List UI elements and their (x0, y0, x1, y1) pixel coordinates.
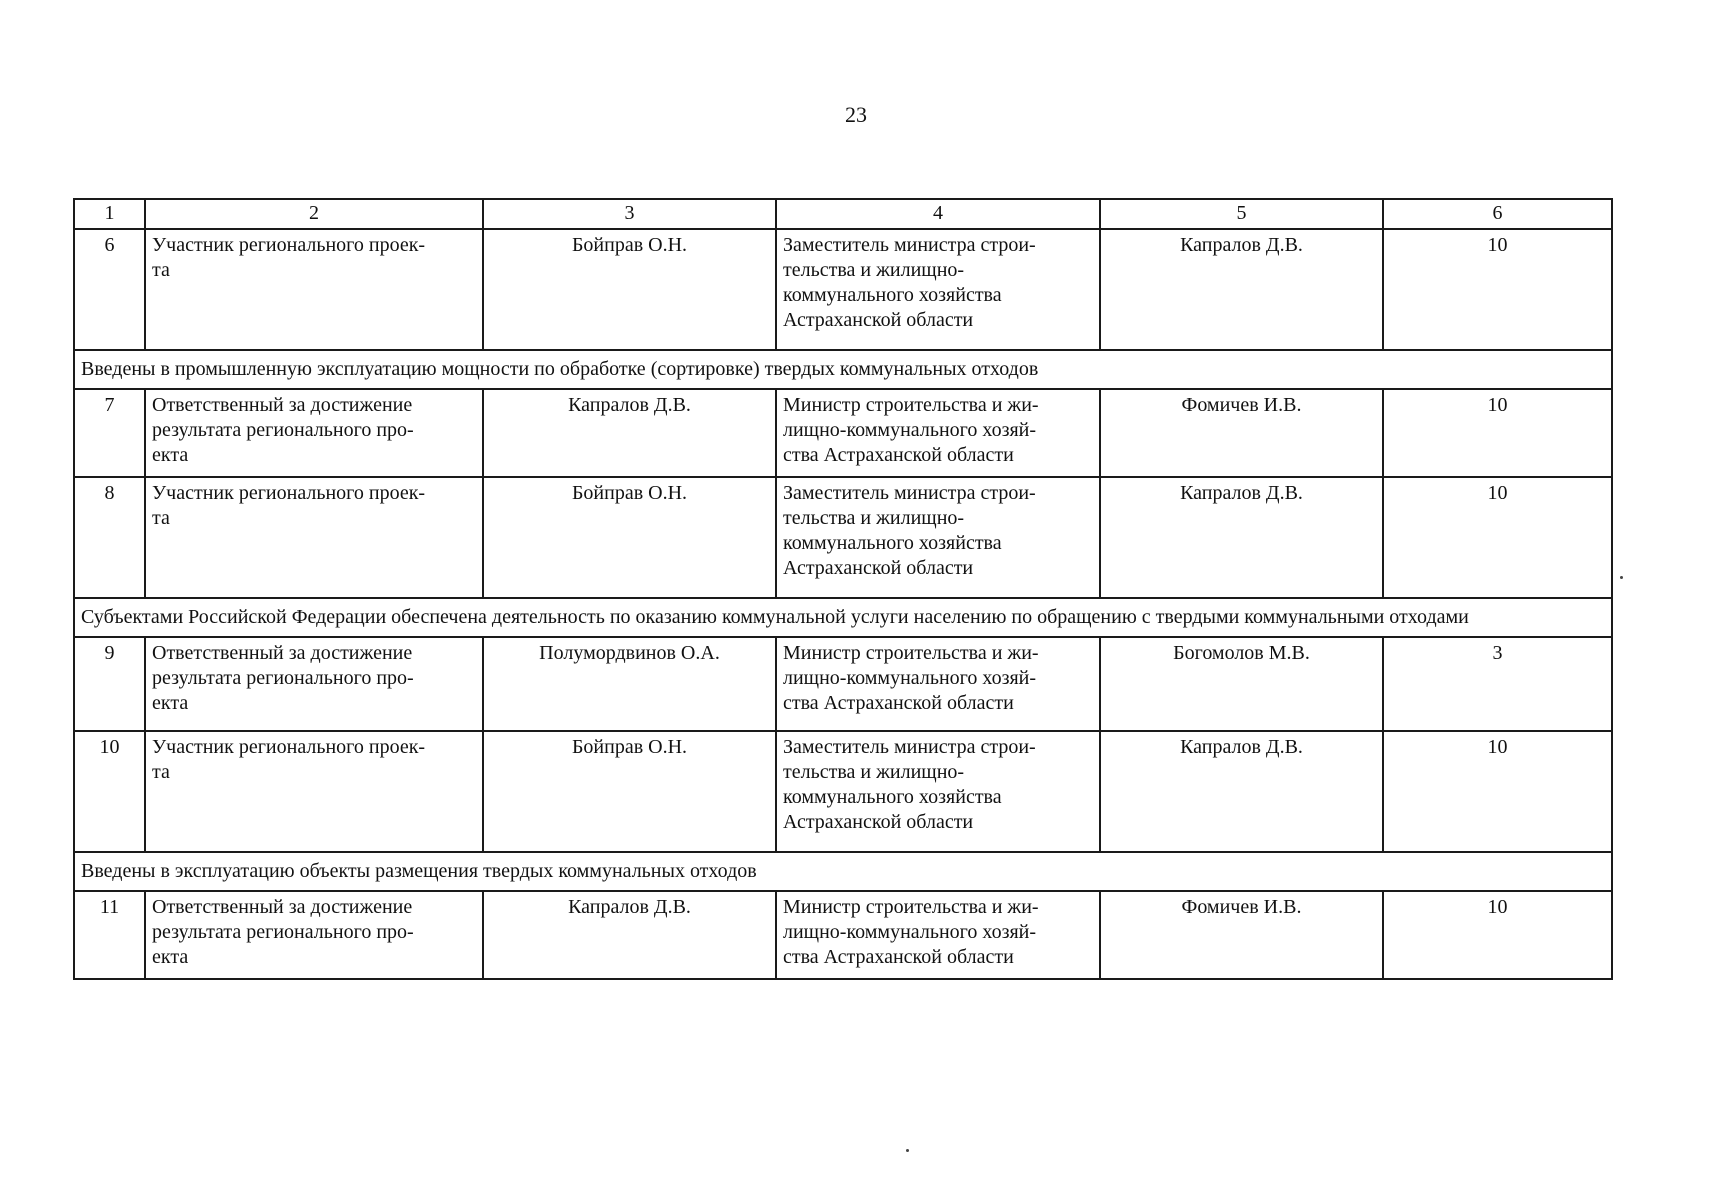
role-cell: Участник регионального проек- та (145, 229, 483, 350)
table-row (74, 229, 1612, 350)
value-cell: 10 (1383, 731, 1612, 852)
position-cell: Заместитель министра строи- тельства и жилищно- коммунального хозяйства Астраханской области (776, 229, 1100, 350)
row-number: 11 (74, 891, 145, 979)
value-cell: 10 (1383, 477, 1612, 598)
table-header-row (74, 199, 1612, 229)
section-row (74, 852, 1612, 891)
column-header: 4 (776, 199, 1100, 229)
person-cell: Капралов Д.В. (483, 891, 776, 979)
person-cell: Полумордвинов О.А. (483, 637, 776, 731)
page-number: 23 (845, 102, 867, 127)
role-cell: Участник регионального проек- та (145, 731, 483, 852)
position-cell: Заместитель министра строи- тельства и жилищно- коммунального хозяйства Астраханской области (776, 731, 1100, 852)
scan-speck (1620, 576, 1623, 579)
section-title: Введены в промышленную эксплуатацию мощности по обработке (сортировке) твердых коммунальных отходов (74, 350, 1612, 389)
row-number: 9 (74, 637, 145, 731)
responsibility-table (73, 198, 1613, 980)
table-row (74, 637, 1612, 731)
supervisor-cell: Богомолов М.В. (1100, 637, 1383, 731)
person-cell: Бойправ О.Н. (483, 229, 776, 350)
row-number: 6 (74, 229, 145, 350)
position-cell: Министр строительства и жи- лищно-коммунального хозяй- ства Астраханской области (776, 389, 1100, 477)
position-cell: Министр строительства и жи- лищно-коммунального хозяй- ства Астраханской области (776, 891, 1100, 979)
value-cell: 10 (1383, 229, 1612, 350)
supervisor-cell: Капралов Д.В. (1100, 229, 1383, 350)
column-header: 5 (1100, 199, 1383, 229)
section-title: Введены в эксплуатацию объекты размещения твердых коммунальных отходов (74, 852, 1612, 891)
row-number: 8 (74, 477, 145, 598)
supervisor-cell: Фомичев И.В. (1100, 891, 1383, 979)
role-cell: Участник регионального проек- та (145, 477, 483, 598)
position-cell: Министр строительства и жи- лищно-коммунального хозяй- ства Астраханской области (776, 637, 1100, 731)
person-cell: Бойправ О.Н. (483, 477, 776, 598)
table-row (74, 389, 1612, 477)
supervisor-cell: Фомичев И.В. (1100, 389, 1383, 477)
row-number: 10 (74, 731, 145, 852)
position-cell: Заместитель министра строи- тельства и жилищно- коммунального хозяйства Астраханской области (776, 477, 1100, 598)
value-cell: 10 (1383, 389, 1612, 477)
column-header: 3 (483, 199, 776, 229)
supervisor-cell: Капралов Д.В. (1100, 477, 1383, 598)
value-cell: 3 (1383, 637, 1612, 731)
role-cell: Ответственный за достижение результата регионального про- екта (145, 637, 483, 731)
person-cell: Капралов Д.В. (483, 389, 776, 477)
row-number: 7 (74, 389, 145, 477)
value-cell: 10 (1383, 891, 1612, 979)
role-cell: Ответственный за достижение результата регионального про- екта (145, 389, 483, 477)
table-row (74, 477, 1612, 598)
column-header: 1 (74, 199, 145, 229)
column-header: 6 (1383, 199, 1612, 229)
table-row (74, 731, 1612, 852)
person-cell: Бойправ О.Н. (483, 731, 776, 852)
table-row (74, 891, 1612, 979)
section-row (74, 598, 1612, 637)
column-header: 2 (145, 199, 483, 229)
supervisor-cell: Капралов Д.В. (1100, 731, 1383, 852)
section-row (74, 350, 1612, 389)
scan-speck (906, 1149, 909, 1152)
role-cell: Ответственный за достижение результата регионального про- екта (145, 891, 483, 979)
section-title: Субъектами Российской Федерации обеспечена деятельность по оказанию коммунальной услуги населению по обращению с твердыми коммунальными отходами (74, 598, 1612, 637)
